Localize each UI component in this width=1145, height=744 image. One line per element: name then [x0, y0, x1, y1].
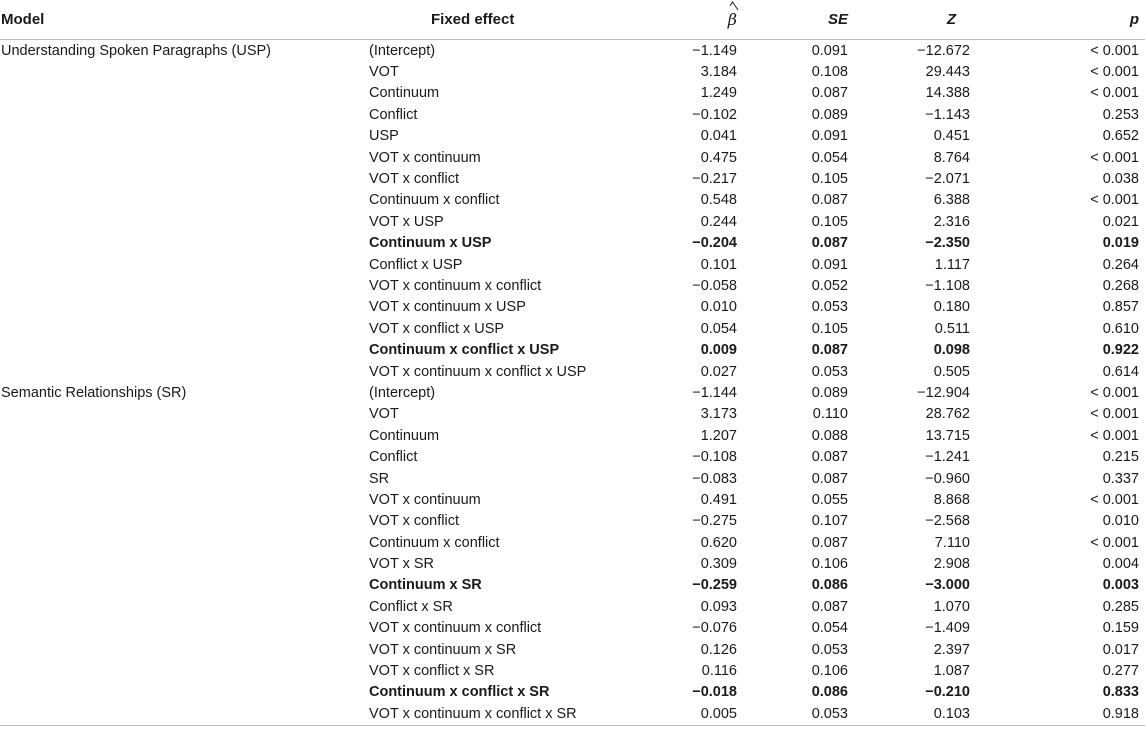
table-row [0, 618, 1145, 639]
fixed-effect-cell: (Intercept) [369, 42, 436, 59]
model-name [0, 511, 365, 532]
z-cell: −12.904 [917, 384, 970, 401]
beta-cell: −0.259 [692, 577, 737, 594]
z-cell: 13.715 [925, 427, 970, 444]
z-cell: −2.071 [925, 171, 970, 188]
beta-cell: −0.018 [692, 684, 737, 701]
model-name [0, 126, 365, 147]
z-cell: 7.110 [934, 534, 970, 551]
z-cell: −1.108 [925, 277, 970, 294]
fixed-effect-cell: Continuum x conflict [369, 192, 500, 209]
z-cell: −2.350 [925, 235, 970, 252]
beta-cell: 3.184 [700, 64, 737, 81]
table-body [0, 40, 1145, 726]
beta-cell: 0.041 [700, 128, 737, 145]
model-name [0, 682, 365, 703]
z-cell: 0.103 [862, 703, 1000, 725]
table-row [0, 147, 1145, 168]
fixed-effect-cell: Continuum [369, 85, 440, 102]
model-name [0, 61, 365, 82]
se-cell: 0.087 [811, 534, 848, 551]
table-row [0, 532, 1145, 553]
table-row [0, 190, 1145, 211]
p-cell: 0.038 [1102, 171, 1139, 188]
se-cell: 0.091 [811, 42, 848, 59]
fixed-effect-cell: Conflict x SR [369, 598, 453, 615]
table-row [0, 83, 1145, 104]
fixed-effect-cell: VOT x continuum x conflict x SR [365, 703, 630, 725]
se-cell: 0.087 [811, 235, 848, 252]
model-name [0, 104, 365, 125]
p-cell: 0.918 [1000, 703, 1145, 725]
se-cell: 0.087 [811, 449, 848, 466]
beta-cell: 3.173 [700, 406, 737, 423]
model-name: Semantic Relationships (SR) [1, 384, 187, 401]
model-name [0, 297, 365, 318]
model-name [0, 596, 365, 617]
table-row [0, 425, 1145, 446]
z-cell: −3.000 [925, 577, 970, 594]
p-cell: < 0.001 [1090, 491, 1139, 508]
beta-cell: 0.244 [700, 213, 737, 230]
se-cell: 0.053 [811, 363, 848, 380]
z-cell: 2.908 [933, 556, 970, 573]
header-beta-symbol: β [727, 10, 737, 29]
z-cell: 0.180 [933, 299, 970, 316]
fixed-effect-cell: VOT [369, 406, 399, 423]
fixed-effect-cell: USP [369, 128, 399, 145]
se-cell: 0.108 [811, 64, 848, 81]
p-cell: < 0.001 [1090, 384, 1139, 401]
table-row [0, 489, 1145, 510]
se-cell: 0.054 [811, 149, 848, 166]
table-row [0, 596, 1145, 617]
fixed-effect-cell: Continuum x USP [369, 235, 492, 252]
z-cell: 0.451 [933, 128, 970, 145]
p-cell: < 0.001 [1090, 42, 1139, 59]
beta-cell: 0.009 [700, 342, 737, 359]
fixed-effect-cell: Continuum x conflict x USP [369, 342, 560, 359]
model-name [0, 575, 365, 596]
header-se: SE [738, 0, 862, 40]
beta-cell: 0.010 [700, 299, 737, 316]
model-name [0, 446, 365, 467]
model-name [0, 168, 365, 189]
p-cell: 0.285 [1102, 598, 1139, 615]
fixed-effect-cell: Continuum x SR [369, 577, 482, 594]
se-cell: 0.105 [811, 320, 848, 337]
table-row [0, 660, 1145, 681]
table-row [0, 703, 1145, 725]
model-name [0, 425, 365, 446]
se-cell: 0.086 [811, 577, 848, 594]
z-cell: −12.672 [917, 42, 970, 59]
beta-cell: 0.116 [701, 663, 737, 680]
beta-cell: −0.217 [692, 171, 737, 188]
p-cell: 0.253 [1102, 106, 1139, 123]
header-row [0, 0, 1145, 40]
se-cell: 0.105 [811, 171, 848, 188]
table-row [0, 104, 1145, 125]
p-cell: 0.159 [1102, 620, 1139, 637]
model-name [0, 618, 365, 639]
fixed-effect-cell: VOT x continuum x USP [369, 299, 526, 316]
beta-cell: −0.102 [692, 106, 737, 123]
beta-cell: −1.149 [692, 42, 737, 59]
z-cell: −0.210 [925, 684, 970, 701]
z-cell: −1.143 [925, 106, 970, 123]
z-cell: 8.868 [933, 491, 970, 508]
se-cell: 0.107 [811, 513, 848, 530]
beta-cell: −0.083 [692, 470, 737, 487]
beta-cell: −0.204 [692, 235, 737, 252]
z-cell: 29.443 [925, 64, 970, 81]
se-cell: 0.110 [812, 406, 848, 423]
p-cell: 0.614 [1102, 363, 1139, 380]
se-cell: 0.105 [811, 213, 848, 230]
p-cell: 0.017 [1102, 641, 1139, 658]
se-cell: 0.091 [811, 128, 848, 145]
fixed-effect-cell: (Intercept) [369, 384, 436, 401]
p-cell: 0.922 [1102, 342, 1139, 359]
header-p: p [1000, 0, 1145, 40]
header-z: Z [862, 0, 1000, 40]
beta-cell: 0.620 [700, 534, 737, 551]
beta-cell: 0.027 [700, 363, 737, 380]
p-cell: 0.277 [1102, 663, 1139, 680]
beta-cell: 0.475 [700, 149, 737, 166]
fixed-effect-cell: VOT x USP [369, 213, 444, 230]
table-row [0, 404, 1145, 425]
table-row [0, 233, 1145, 254]
table-row [0, 682, 1145, 703]
se-cell: 0.087 [811, 192, 848, 209]
p-cell: 0.857 [1102, 299, 1139, 316]
table-row [0, 275, 1145, 296]
beta-cell: −0.108 [692, 449, 737, 466]
table-row [0, 339, 1145, 360]
beta-cell: 0.491 [700, 491, 737, 508]
table-row [0, 211, 1145, 232]
p-cell: 0.264 [1102, 256, 1139, 273]
table-row [0, 446, 1145, 467]
model-name: Understanding Spoken Paragraphs (USP) [1, 42, 272, 59]
model-name [0, 83, 365, 104]
beta-cell: −0.058 [692, 277, 737, 294]
fixed-effect-cell: VOT x conflict x SR [369, 663, 495, 680]
se-cell: 0.089 [811, 384, 848, 401]
z-cell: −1.409 [925, 620, 970, 637]
fixed-effect-cell: VOT [369, 64, 399, 81]
header-fixed-effect: Fixed effect [365, 0, 630, 40]
beta-cell: −0.076 [692, 620, 737, 637]
model-name [0, 233, 365, 254]
beta-cell: 0.101 [700, 256, 737, 273]
table-row [0, 168, 1145, 189]
se-cell: 0.106 [811, 663, 848, 680]
beta-cell: −1.144 [692, 384, 737, 401]
model-name [0, 489, 365, 510]
se-cell: 0.053 [811, 641, 848, 658]
fixed-effect-cell: VOT x conflict [369, 171, 459, 188]
fixed-effect-cell: VOT x SR [369, 556, 434, 573]
beta-cell: 0.093 [700, 598, 737, 615]
p-cell: < 0.001 [1090, 534, 1139, 551]
beta-cell: 0.309 [700, 556, 737, 573]
table-row [0, 361, 1145, 382]
fixed-effect-cell: VOT x conflict [369, 513, 459, 530]
se-cell: 0.087 [811, 470, 848, 487]
p-cell: < 0.001 [1090, 64, 1139, 81]
p-cell: 0.010 [1102, 513, 1139, 530]
header-model: Model [0, 0, 365, 40]
se-cell: 0.053 [811, 299, 848, 316]
se-cell: 0.087 [811, 85, 848, 102]
table-row [0, 382, 1145, 403]
model-name [0, 639, 365, 660]
fixed-effect-cell: Conflict [369, 106, 418, 123]
z-cell: −1.241 [925, 449, 970, 466]
table-row [0, 40, 1145, 62]
se-cell: 0.054 [811, 620, 848, 637]
z-cell: 6.388 [933, 192, 970, 209]
p-cell: 0.268 [1102, 277, 1139, 294]
model-name [0, 275, 365, 296]
z-cell: 0.511 [934, 320, 970, 337]
beta-cell: 0.126 [700, 641, 737, 658]
p-cell: 0.833 [1102, 684, 1139, 701]
header-beta [630, 0, 738, 40]
model-name [0, 211, 365, 232]
p-cell: 0.610 [1102, 320, 1139, 337]
z-cell: 2.316 [933, 213, 970, 230]
p-cell: 0.652 [1102, 128, 1139, 145]
z-cell: 28.762 [925, 406, 970, 423]
table-row [0, 511, 1145, 532]
p-cell: 0.004 [1102, 556, 1139, 573]
p-cell: 0.021 [1102, 213, 1139, 230]
se-cell: 0.091 [811, 256, 848, 273]
beta-cell: 1.249 [700, 85, 737, 102]
fixed-effect-cell: SR [369, 470, 390, 487]
table-row [0, 639, 1145, 660]
table-row [0, 297, 1145, 318]
p-cell: < 0.001 [1090, 192, 1139, 209]
p-cell: 0.215 [1102, 449, 1139, 466]
z-cell: 2.397 [933, 641, 970, 658]
fixed-effect-cell: Continuum [369, 427, 440, 444]
fixed-effect-cell: VOT x continuum x conflict x USP [369, 363, 587, 380]
se-cell: 0.106 [811, 556, 848, 573]
model-name [0, 147, 365, 168]
z-cell: 1.117 [934, 256, 970, 273]
model-name [0, 361, 365, 382]
model-name [0, 468, 365, 489]
model-name [0, 553, 365, 574]
table-row [0, 468, 1145, 489]
model-name [0, 532, 365, 553]
p-cell: 0.337 [1102, 470, 1139, 487]
table-header [0, 0, 1145, 40]
p-cell: < 0.001 [1090, 427, 1139, 444]
se-cell: 0.088 [811, 427, 848, 444]
z-cell: −0.960 [925, 470, 970, 487]
fixed-effect-cell: VOT x continuum x SR [369, 641, 517, 658]
fixed-effect-cell: VOT x continuum x conflict [369, 277, 542, 294]
z-cell: −2.568 [925, 513, 970, 530]
model-name [0, 404, 365, 425]
p-cell: < 0.001 [1090, 406, 1139, 423]
se-cell: 0.087 [811, 342, 848, 359]
fixed-effect-cell: Continuum x conflict [369, 534, 500, 551]
p-cell: < 0.001 [1090, 85, 1139, 102]
fixed-effect-cell: Conflict x USP [369, 256, 463, 273]
se-cell: 0.089 [811, 106, 848, 123]
fixed-effect-cell: VOT x continuum [369, 149, 481, 166]
table-row [0, 575, 1145, 596]
model-name [0, 318, 365, 339]
z-cell: 1.087 [933, 663, 970, 680]
beta-cell: −0.275 [692, 513, 737, 530]
beta-cell: 0.005 [630, 703, 738, 725]
p-cell: 0.019 [1102, 235, 1139, 252]
table-row [0, 61, 1145, 82]
table-row [0, 126, 1145, 147]
se-cell: 0.052 [811, 277, 848, 294]
se-cell: 0.053 [738, 703, 862, 725]
se-cell: 0.087 [811, 598, 848, 615]
beta-cell: 1.207 [700, 427, 737, 444]
model-name [0, 339, 365, 360]
fixed-effect-cell: Conflict [369, 449, 418, 466]
fixed-effect-cell: Continuum x conflict x SR [369, 684, 550, 701]
z-cell: 14.388 [925, 85, 970, 102]
table-row [0, 318, 1145, 339]
fixed-effect-cell: VOT x continuum [369, 491, 481, 508]
model-name [0, 703, 365, 725]
fixed-effect-cell: VOT x continuum x conflict [369, 620, 542, 637]
fixed-effect-cell: VOT x conflict x USP [369, 320, 505, 337]
se-cell: 0.055 [811, 491, 848, 508]
beta-cell: 0.548 [700, 192, 737, 209]
z-cell: 0.098 [933, 342, 970, 359]
model-name [0, 254, 365, 275]
table-row [0, 254, 1145, 275]
model-name [0, 660, 365, 681]
model-name [0, 190, 365, 211]
table-row [0, 553, 1145, 574]
z-cell: 8.764 [933, 149, 970, 166]
beta-cell: 0.054 [700, 320, 737, 337]
z-cell: 0.505 [933, 363, 970, 380]
p-cell: 0.003 [1102, 577, 1139, 594]
se-cell: 0.086 [811, 684, 848, 701]
z-cell: 1.070 [933, 598, 970, 615]
p-cell: < 0.001 [1090, 149, 1139, 166]
